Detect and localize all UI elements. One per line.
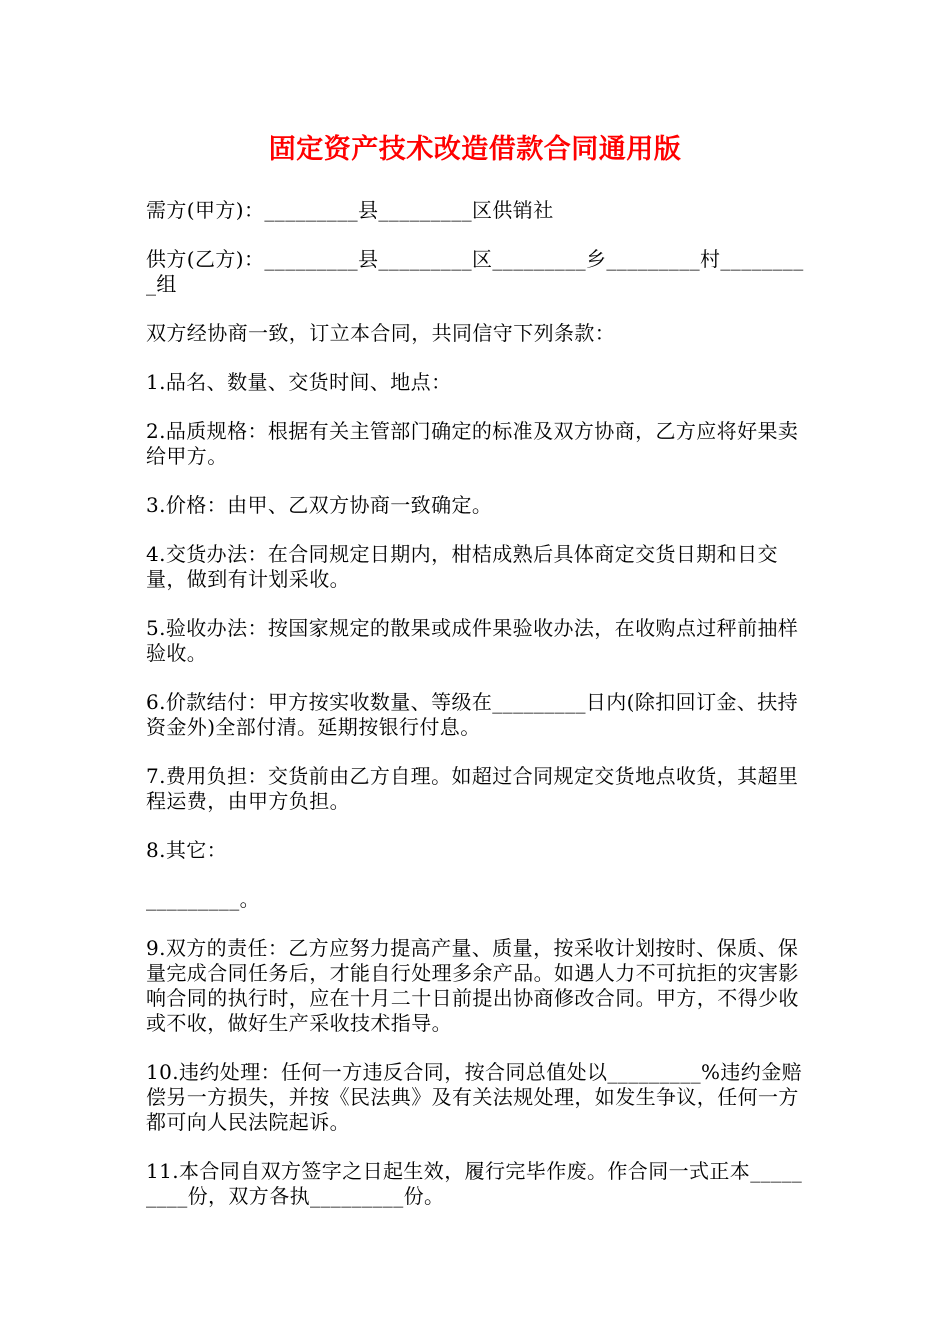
clause-4: 4.交货办法：在合同规定日期内，柑桔成熟后具体商定交货日期和日交量，做到有计划采收。 — [146, 542, 778, 591]
clause-8: 8.其它： — [146, 838, 228, 862]
clause-9: 9.双方的责任：乙方应努力提高产量、质量，按采收计划按时、保质、保量完成合同任务后，才能自行处理多余产品。如遇人力不可抗拒的灾害影响合同的执行时，应在十月二十日前提出协商修改合同。甲方，不得少收或不收，做好生产采收技术指导。 — [146, 936, 799, 1035]
clause-5: 5.验收办法：按国家规定的散果或成件果验收办法，在收购点过秤前抽样验收。 — [146, 616, 799, 665]
clause-2: 2.品质规格：根据有关主管部门确定的标准及双方协商，乙方应将好果卖给甲方。 — [146, 419, 799, 468]
party-a-line: 需方(甲方)：_________县_________区供销社 — [146, 198, 554, 222]
clause-11: 11.本合同自双方签字之日起生效，履行完毕作废。作合同一式正本_________份，双方各执_________份。 — [146, 1159, 803, 1208]
document-title: 固定资产技术改造借款合同通用版 — [268, 134, 682, 165]
clause-8-blank: _________。 — [146, 887, 260, 911]
clause-7: 7.费用负担：交货前由乙方自理。如超过合同规定交货地点收货，其超里程运费，由甲方负担。 — [146, 764, 799, 813]
clause-1: 1.品名、数量、交货时间、地点： — [146, 370, 452, 394]
party-b-line: 供方(乙方)：_________县_________区_________乡_________村_________组 — [146, 247, 804, 296]
agreement-intro: 双方经协商一致，订立本合同，共同信守下列条款： — [146, 321, 616, 345]
clause-3: 3.价格：由甲、乙双方协商一致确定。 — [146, 493, 493, 517]
clause-6: 6.价款结付：甲方按实收数量、等级在_________日内(除扣回订金、扶持资金外)全部付清。延期按银行付息。 — [146, 690, 799, 739]
document-body — [146, 198, 810, 1233]
clause-10: 10.违约处理：任何一方违反合同，按合同总值处以_________%违约金赔偿另一方损失，并按《民法典》及有关法规处理，如发生争议，任何一方都可向人民法院起诉。 — [146, 1060, 803, 1134]
